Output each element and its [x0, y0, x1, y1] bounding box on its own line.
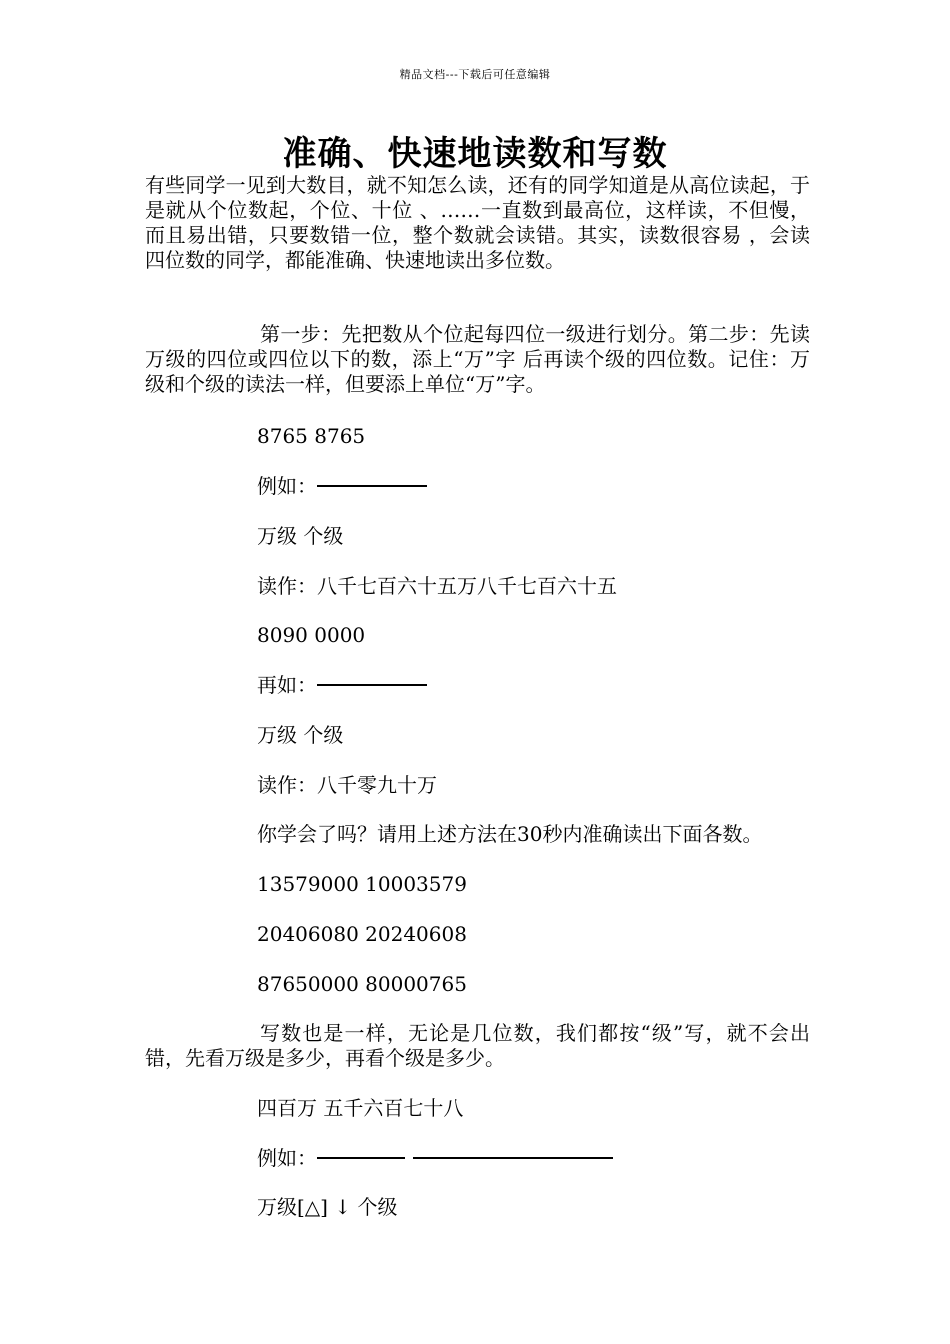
example3-levels: 万级[△] ↓ 个级	[257, 1195, 398, 1219]
writing-paragraph: 写数也是一样，无论是几位数，我们都按“级”写，就不会出错，先看万级是多少，再看个级是多少。	[145, 1021, 810, 1070]
example1-reading: 读作：八千七百六十五万八千七百六十五	[257, 574, 617, 598]
exercise-prompt: 你学会了吗？请用上述方法在30秒内准确读出下面各数。	[257, 822, 763, 846]
example2-number: 8090 0000	[257, 623, 366, 647]
example2-levels: 万级 个级	[257, 723, 344, 747]
intro-paragraph: 有些同学一见到大数目，就不知怎么读，还有的同学知道是从高位读起，于是就从个位数起，个位、十位 、……一直数到最高位，这样读，不但慢，而且易出错，只要数错一位，整个数就会读错。其实，读数很容易 ，会读四位数的同学，都能准确、快速地读出多位数。	[145, 173, 810, 272]
underline-rule	[317, 485, 427, 487]
exercise-line: 13579000 10003579	[257, 872, 467, 896]
example3-words: 四百万 五千六百七十八	[257, 1096, 464, 1120]
document-title: 准确、快速地读数和写数	[282, 134, 668, 174]
underline-rule	[413, 1157, 613, 1159]
steps-paragraph: 第一步：先把数从个位起每四位一级进行划分。第二步：先读万级的四位或四位以下的数，添上“万”字 后再读个级的四位数。记住：万级和个级的读法一样，但要添上单位“万”字。	[145, 322, 810, 396]
header-note: 精品文档---下载后可任意编辑	[399, 68, 551, 81]
example3-label-line	[257, 1146, 613, 1171]
example2-reading: 读作：八千零九十万	[257, 773, 437, 797]
example2-label-line	[257, 673, 427, 698]
exercise-line: 87650000 80000765	[257, 972, 467, 996]
example2-label: 再如：	[257, 673, 317, 697]
example1-label-line	[257, 474, 427, 499]
example1-number: 8765 8765	[257, 424, 366, 448]
example1-levels: 万级 个级	[257, 524, 344, 548]
exercise-line: 20406080 20240608	[257, 922, 467, 946]
underline-rule	[317, 1157, 405, 1159]
example3-label: 例如：	[257, 1146, 317, 1170]
example1-label: 例如：	[257, 474, 317, 498]
underline-rule	[317, 684, 427, 686]
